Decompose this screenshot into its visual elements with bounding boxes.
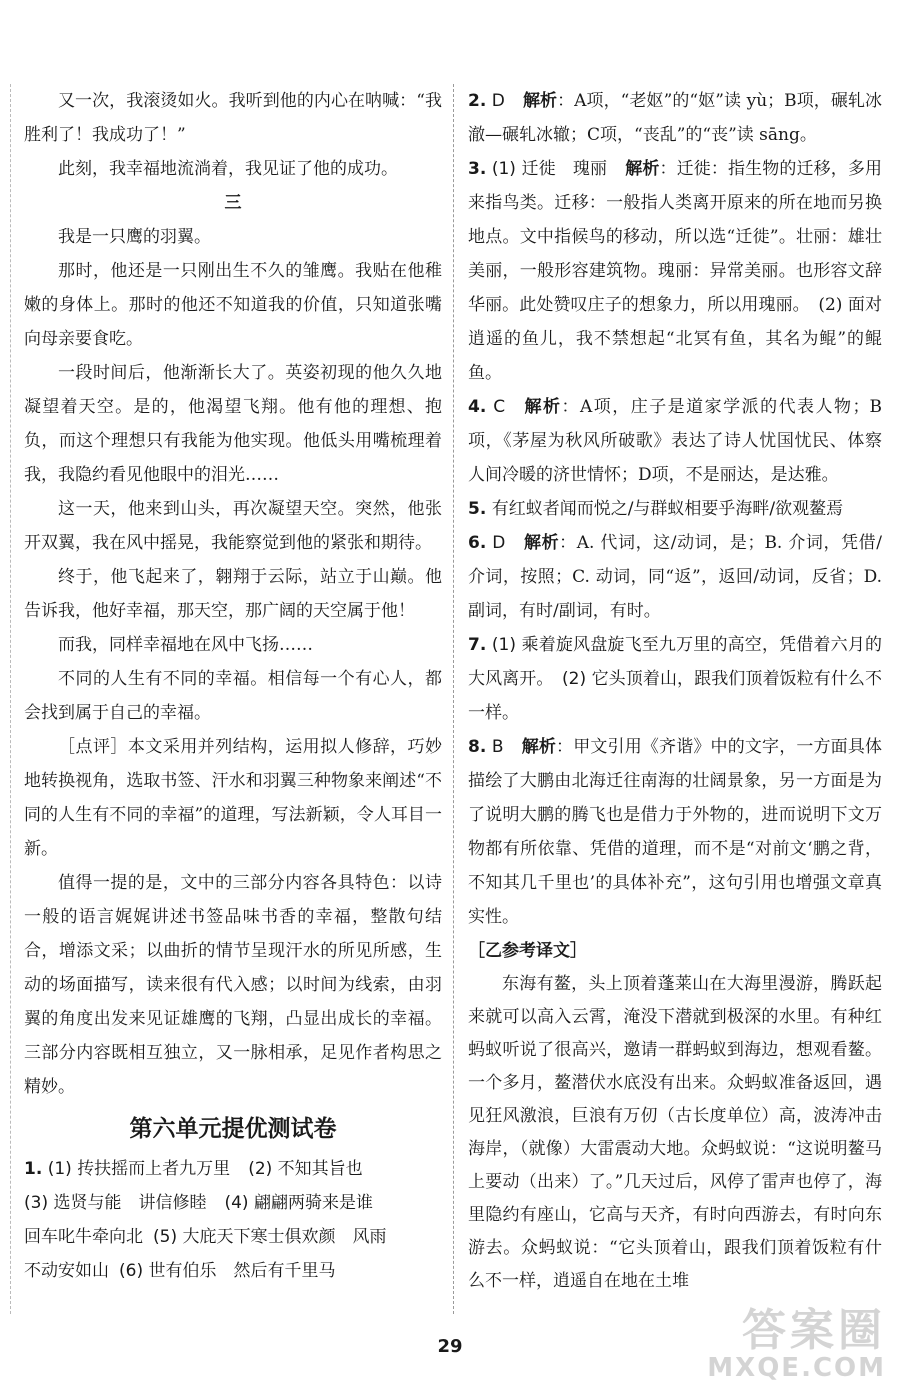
answer-part: (6) 世有伯乐 然后有千里马: [119, 1261, 336, 1281]
analysis-text: ：A项，庄子是道家学派的代表人物；B项，《茅屋为秋风所破歌》表达了诗人忧国忧民、体察人间冷暖的济世情怀；D项，不是丽达，是达雅。: [468, 397, 882, 485]
translation-text: 东海有鳌，头上顶着蓬莱山在大海里漫游，腾跃起来就可以高入云霄，淹没下潜就到极深的水里。有种红蚂蚁听说了很高兴，邀请一群蚂蚁到海边，想观看鳌。一个多月，鳌潜伏水底没有出来。众蚂蚁准备返回，遇见狂风激浪，巨浪有万仞（古长度单位）高，波涛冲击海岸，（就像）大雷震动大地。众蚂蚁说：“这说明鳌马上要动（出来）了。”几天过后，风停了雷声也停了，海里隐约有座山，它高与天齐，有时向西游去，有时向东游去。众蚂蚁说：“它头顶着山，跟我们顶着饭粒有什么不一样，逍遥自在地在土堆: [468, 974, 882, 1291]
answer-q1-line: [24, 1220, 442, 1254]
answer-q4: [468, 390, 882, 492]
question-number: 4.: [468, 397, 487, 417]
question-number: 3.: [468, 159, 487, 179]
left-margin-rule: [10, 84, 11, 1314]
answer-part: (5) 大庇天下寒士俱欢颜 风雨: [153, 1227, 387, 1247]
analysis-label: 解析: [523, 533, 560, 553]
answer-part: 不动安如山: [24, 1261, 109, 1281]
question-number: 7.: [468, 635, 487, 655]
translation-label: ［乙参考译文］: [468, 941, 587, 961]
answer-q1-line: [24, 1186, 442, 1220]
essay-paragraph: 不同的人生有不同的幸福。相信每一个有心人，都会找到属于自己的幸福。: [24, 669, 442, 723]
answer-q1: [24, 1152, 442, 1186]
answer-q5: [468, 492, 882, 526]
answer-choice: (1) 迁徙 瑰丽: [491, 159, 608, 179]
essay-paragraph: 又一次，我滚烫如火。我听到他的内心在呐喊：“我胜利了！我成功了！”: [24, 91, 442, 145]
question-number: 2.: [468, 91, 487, 111]
answer-q1-line: [24, 1254, 442, 1288]
essay-paragraph: 而我，同样幸福地在风中飞扬……: [58, 635, 313, 655]
analysis-text: ：迁徙：指生物的迁移，多用来指鸟类。迁移：一般指人类离开原来的所在地而另换地点。文中指候鸟的移动，所以选“迁徙”。壮丽：雄壮美丽，一般形容建筑物。瑰丽：异常美丽。也形容文辞华丽。此处赞叹庄子的想象力，所以用瑰丽。 (2) 面对逍遥的鱼儿，我不禁想起“北冥有鱼，其名为鲲”的鲲鱼。: [468, 159, 883, 383]
question-number: 8.: [468, 737, 487, 757]
watermark-logo: 答案圈: [742, 1305, 886, 1356]
analysis-text: ：甲文引用《齐谐》中的文字，一方面具体描绘了大鹏由北海迁往南海的壮阔景象，另一方面是为了说明大鹏的腾飞也是借力于外物的，进而说明下文万物都有所依靠、凭借的道理，而不是“对前文‘鹏之背，不知其几千里也’的具体补充”，这句引用也增强文章真实性。: [468, 737, 883, 927]
answer-part: (4) 翩翩两骑来是谁: [224, 1193, 373, 1213]
left-column: [24, 84, 442, 1288]
answer-text: 有红蚁者闻而悦之/与群蚁相要乎海畔/欲观鳌焉: [491, 499, 844, 519]
comment-text: 本文采用并列结构，运用拟人修辞，巧妙地转换视角，选取书签、汗水和羽翼三种物象来阐述“不同的人生有不同的幸福”的道理，写法新颖，令人耳目一新。: [24, 737, 443, 859]
answer-q2: [468, 84, 882, 152]
translation-block: [468, 968, 882, 1298]
answer-choice: D: [492, 533, 506, 553]
answer-choice: C: [493, 397, 506, 417]
essay-paragraph: 我是一只鹰的羽翼。: [58, 227, 211, 247]
answer-part: (3) 选贤与能 讲信修睦: [24, 1193, 207, 1213]
analysis-label: 解析: [625, 159, 660, 179]
analysis-label: 解析: [521, 737, 557, 757]
unit-test-title: 第六单元提优测试卷: [129, 1116, 337, 1142]
question-number: 5.: [468, 499, 487, 519]
analysis-text: ：A项，“老妪”的“妪”读 yù；B项，碾轧冰澈—碾轧冰辙；C项，“丧乱”的“丧”读 sāng。: [468, 91, 883, 145]
analysis-label: 解析: [523, 397, 562, 417]
answer-q3: [468, 152, 882, 390]
watermark: [707, 1305, 886, 1383]
answer-choice: B: [491, 737, 504, 757]
comment-label: ［点评］: [58, 737, 128, 757]
essay-paragraph: 终于，他飞起来了，翱翔于云际，站立于山巅。他告诉我，他好幸福，那天空，那广阔的天空属于他！: [24, 567, 442, 621]
section-number: 三: [224, 193, 242, 213]
analysis-text: ：A. 代词，这/动词，是；B. 介词，凭借/介词，按照；C. 动词，同“返”，返回/动词，反省；D. 副词，有时/副词，有时。: [468, 533, 883, 621]
essay-paragraph: 这一天，他来到山头，再次凝望天空。突然，他张开双翼，我在风中摇晃，我能察觉到他的紧张和期待。: [24, 499, 442, 553]
answer-q6: [468, 526, 882, 628]
column-divider: [453, 84, 454, 1314]
page-number: 29: [437, 1336, 463, 1357]
right-column: [468, 84, 882, 1298]
analysis-label: 解析: [522, 91, 558, 111]
translation-header: [468, 934, 882, 968]
question-number: 1.: [24, 1159, 43, 1179]
comment-paragraph: 值得一提的是，文中的三部分内容各具特色：以诗一般的语言娓娓讲述书签品味书香的幸福，整散句结合，增添文采；以曲折的情节呈现汗水的所见所感，生动的场面描写，读来很有代入感；以时间为线索，由羽翼的角度出发来见证雄鹰的飞翔，凸显出成长的幸福。三部分内容既相互独立，又一脉相承，足见作者构思之精妙。: [24, 873, 442, 1097]
essay-paragraph: 一段时间后，他渐渐长大了。英姿初现的他久久地凝望着天空。是的，他渴望飞翔。他有他的理想、抱负，而这个理想只有我能为他实现。他低头用嘴梳理着我，我隐约看见他眼中的泪光……: [24, 363, 442, 485]
answer-choice: D: [491, 91, 505, 111]
answer-q7: [468, 628, 882, 730]
answer-text: (1) 乘着旋风盘旋飞至九万里的高空，凭借着六月的大风离开。 (2) 它头顶着山，跟我们顶着饭粒有什么不一样。: [468, 635, 882, 723]
essay-paragraph: 此刻，我幸福地流淌着，我见证了他的成功。: [58, 159, 398, 179]
question-number: 6.: [468, 533, 487, 553]
essay-paragraph: 那时，他还是一只刚出生不久的雏鹰。我贴在他稚嫩的身体上。那时的他还不知道我的价值，只知道张嘴向母亲要食吃。: [24, 261, 442, 349]
comment-paragraph: [24, 730, 442, 866]
answer-part: (1) 抟扶摇而上者九万里: [47, 1159, 231, 1179]
answer-q8: [468, 730, 882, 934]
answer-part: 回车叱牛牵向北: [24, 1227, 143, 1247]
watermark-url: MXQE.COM: [707, 1353, 886, 1383]
answer-part: (2) 不知其旨也: [248, 1159, 363, 1179]
